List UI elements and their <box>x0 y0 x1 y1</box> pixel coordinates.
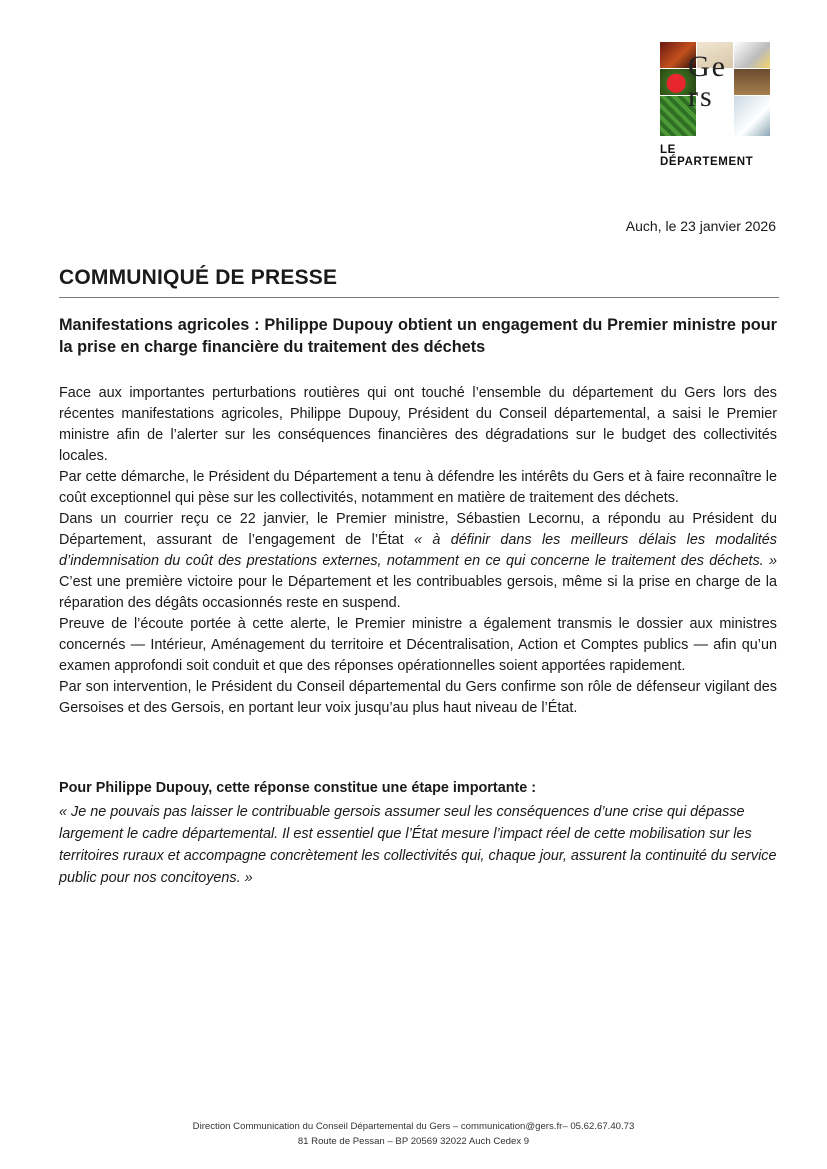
prime-minister-quote: « à définir dans les meilleurs délais les modalités d’indemnisation du coût des prestations externes, notamment en ce qui concerne le traitement des déchets. » <box>59 532 777 569</box>
body-paragraph: Par cette démarche, le Président du Département a tenu à défendre les intérêts du Gers et à faire reconnaître le coût exceptionnel qui pèse sur les collectivités, notamment en matière de traitement des déchets. <box>59 469 777 506</box>
logo-letters-bottom: rs <box>688 80 714 113</box>
press-release-headline: Manifestations agricoles : Philippe Dupouy obtient un engagement du Premier ministre pour la prise en charge financière du traitement des déchets <box>59 316 777 356</box>
body-paragraph: Preuve de l’écoute portée à cette alerte, le Premier ministre a également transmis le dossier aux ministres concernés — Intérieur, Aménagement du territoire et Décentralisation, Action et Comptes publics — afin qu’un examen approfondi soit conduit et que des réponses opérationnelles soient apportées rapidement. <box>59 616 777 674</box>
gers-logo <box>660 42 768 168</box>
logo-wordmark <box>688 52 748 112</box>
body-paragraph: Face aux importantes perturbations routières qui ont touché l’ensemble du département du Gers lors des récentes manifestations agricoles, Philippe Dupouy, Président du Conseil départemental, a saisi le Premier ministre afin de l’alerter sur les conséquences financières des dégradations sur le budget des collectivités locales. <box>59 385 777 464</box>
page-footer <box>0 1119 827 1149</box>
page-title: COMMUNIQUÉ DE PRESSE <box>59 266 338 289</box>
logo-mosaic <box>660 42 768 136</box>
press-release-body <box>59 383 777 719</box>
quote-heading: Pour Philippe Dupouy, cette réponse constitue une étape importante : <box>59 780 537 796</box>
title-divider <box>59 297 779 298</box>
body-paragraph: Par son intervention, le Président du Conseil départemental du Gers confirme son rôle de défenseur vigilant des Gersoises et des Gersois, en portant leur voix jusqu’au plus haut niveau de l’État. <box>59 679 777 716</box>
logo-letters-top: Ge <box>688 50 727 83</box>
logo-caption: LE DÉPARTEMENT <box>660 144 754 168</box>
body-paragraph <box>59 509 777 614</box>
footer-address: 81 Route de Pessan – BP 20569 32022 Auch Cedex 9 <box>297 1136 530 1147</box>
president-quote: « Je ne pouvais pas laisser le contribuable gersois assumer seul les conséquences d’une crise qui dépasse largement le cadre départemental. Il est essentiel que l’État mesure l’impact réel de cette mobilisation sur les territoires ruraux et accompagne concrètement les collectivités qui, chaque jour, assurent la continuité du service public pour nos concitoyens. » <box>59 804 777 886</box>
document-date: Auch, le 23 janvier 2026 <box>625 218 776 234</box>
footer-contact: Direction Communication du Conseil Départemental du Gers – communication@gers.fr– 05.62.67.40.73 <box>192 1121 635 1132</box>
paragraph-text: C’est une première victoire pour le Département et les contribuables gersois, même si la prise en charge de la réparation des dégâts occasionnés reste en suspend. <box>59 574 777 611</box>
paragraph-text: Dans un courrier reçu ce 22 janvier, le Premier ministre, Sébastien Lecornu, a répondu au Président du Département, assurant de l’engagement de l’État <box>59 511 777 548</box>
